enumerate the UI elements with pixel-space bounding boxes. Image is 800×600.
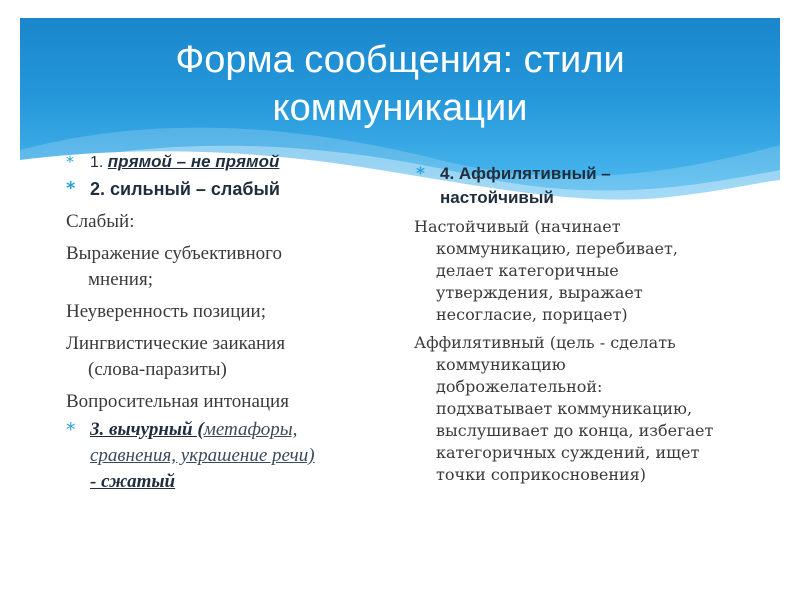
left-column bbox=[64, 150, 404, 495]
affiliative-line: выслушивает до конца, избегает bbox=[436, 421, 714, 440]
list-item-affiliative bbox=[414, 162, 754, 210]
weak-point-stutter bbox=[64, 331, 404, 383]
item3-part3: сравнения, украшение речи) bbox=[90, 445, 315, 466]
item1-text: прямой – не прямой bbox=[107, 152, 280, 171]
weak-point-subjective bbox=[64, 241, 404, 293]
right-column bbox=[414, 162, 754, 486]
item4-line1: 4. Аффилятивный – bbox=[440, 164, 611, 183]
persistent-description bbox=[414, 216, 754, 326]
persistent-line: делает категоричные bbox=[436, 261, 619, 280]
affiliative-line: Аффилятивный (цель - сделать bbox=[414, 333, 676, 352]
item3-part2: метафоры, bbox=[203, 419, 298, 440]
list-item-ornate bbox=[64, 417, 404, 495]
asterisk-bullet-icon: * bbox=[416, 164, 425, 184]
item2-text: 2. сильный – слабый bbox=[90, 179, 280, 199]
affiliative-line: доброжелательной: bbox=[436, 377, 603, 396]
list-item-strong-weak bbox=[64, 175, 404, 203]
weak-point-uncertainty: Неуверенность позиции; bbox=[66, 301, 266, 322]
weak-point-stutter-line1: Лингвистические заикания bbox=[66, 333, 286, 354]
item3-part1: 3. вычурный ( bbox=[90, 419, 204, 440]
affiliative-line: коммуникацию bbox=[436, 355, 566, 374]
weak-point-subjective-line2: мнения; bbox=[88, 269, 153, 290]
item1-number: 1. bbox=[90, 154, 108, 171]
persistent-line: Настойчивый (начинает bbox=[414, 217, 621, 236]
item4-line2: настойчивый bbox=[440, 188, 554, 207]
affiliative-line: точки соприкосновения) bbox=[436, 465, 647, 484]
asterisk-bullet-icon: * bbox=[66, 178, 76, 199]
title-line-2: коммуникации bbox=[272, 87, 528, 129]
affiliative-line: категоричных суждений, ищет bbox=[436, 443, 700, 462]
asterisk-bullet-icon: * bbox=[66, 152, 74, 171]
item3-part4: - сжатый bbox=[90, 471, 176, 492]
weak-point-intonation: Вопросительная интонация bbox=[66, 391, 289, 412]
affiliative-description bbox=[414, 332, 754, 486]
title-line-1: Форма сообщения: стили bbox=[175, 39, 625, 81]
slide-title bbox=[20, 36, 780, 132]
weak-point-subjective-line1: Выражение субъективного bbox=[66, 243, 282, 264]
weak-heading: Слабый: bbox=[66, 211, 135, 232]
weak-point-stutter-line2: (слова-паразиты) bbox=[88, 359, 227, 380]
persistent-line: несогласие, порицает) bbox=[436, 305, 628, 324]
persistent-line: утверждения, выражает bbox=[436, 283, 643, 302]
persistent-line: коммуникацию, перебивает, bbox=[436, 239, 678, 258]
list-item-direct bbox=[64, 150, 404, 175]
affiliative-line: подхватывает коммуникацию, bbox=[436, 399, 693, 418]
asterisk-bullet-icon: * bbox=[66, 419, 76, 441]
